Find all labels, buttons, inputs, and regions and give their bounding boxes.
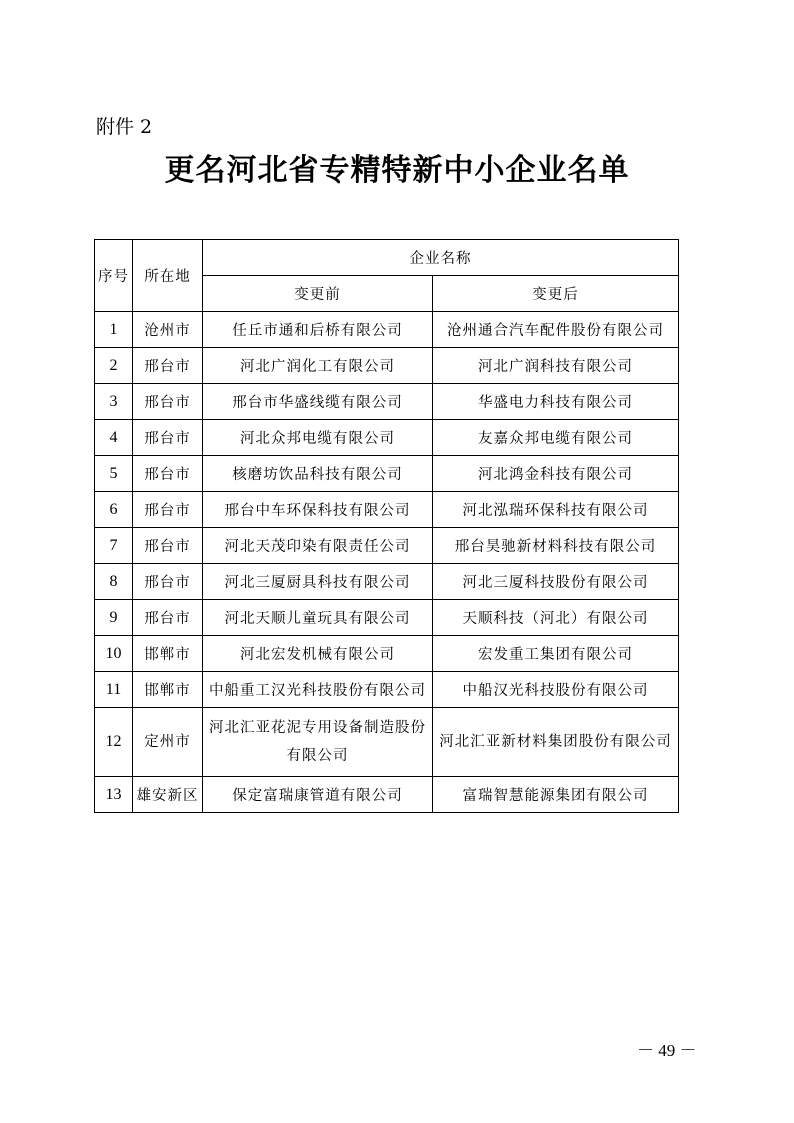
cell-before: 保定富瑞康管道有限公司	[203, 777, 433, 813]
table-row	[95, 528, 679, 564]
cell-location: 邢台市	[133, 600, 203, 636]
table-row	[95, 564, 679, 600]
cell-after: 友嘉众邦电缆有限公司	[433, 420, 679, 456]
cell-no: 11	[95, 672, 133, 708]
cell-location: 定州市	[133, 708, 203, 777]
cell-location: 邢台市	[133, 564, 203, 600]
cell-after: 宏发重工集团有限公司	[433, 636, 679, 672]
cell-no: 5	[95, 456, 133, 492]
page-title: 更名河北省专精特新中小企业名单	[164, 153, 630, 188]
cell-no: 9	[95, 600, 133, 636]
cell-before: 河北众邦电缆有限公司	[203, 420, 433, 456]
cell-before: 河北宏发机械有限公司	[203, 636, 433, 672]
table-row	[95, 420, 679, 456]
cell-no: 3	[95, 384, 133, 420]
cell-before: 任丘市通和后桥有限公司	[203, 312, 433, 348]
cell-no: 7	[95, 528, 133, 564]
table-row	[95, 636, 679, 672]
cell-before: 中船重工汉光科技股份有限公司	[203, 672, 433, 708]
header-before: 变更前	[203, 276, 433, 312]
cell-location: 邯郸市	[133, 672, 203, 708]
cell-before: 核磨坊饮品科技有限公司	[203, 456, 433, 492]
cell-before: 河北广润化工有限公司	[203, 348, 433, 384]
cell-no: 1	[95, 312, 133, 348]
cell-no: 8	[95, 564, 133, 600]
cell-before: 河北汇亚花泥专用设备制造股份有限公司	[203, 708, 433, 777]
cell-no: 12	[95, 708, 133, 777]
table-row	[95, 312, 679, 348]
cell-after: 华盛电力科技有限公司	[433, 384, 679, 420]
cell-no: 10	[95, 636, 133, 672]
cell-after: 沧州通合汽车配件股份有限公司	[433, 312, 679, 348]
header-no: 序号	[95, 240, 133, 312]
table-row	[95, 384, 679, 420]
cell-location: 邢台市	[133, 348, 203, 384]
cell-after: 河北鸿金科技有限公司	[433, 456, 679, 492]
cell-location: 邢台市	[133, 384, 203, 420]
table-row	[95, 708, 679, 777]
cell-location: 沧州市	[133, 312, 203, 348]
table-row	[95, 348, 679, 384]
cell-after: 河北汇亚新材料集团股份有限公司	[433, 708, 679, 777]
cell-after: 河北三厦科技股份有限公司	[433, 564, 679, 600]
cell-before: 邢台中车环保科技有限公司	[203, 492, 433, 528]
cell-before: 河北天茂印染有限责任公司	[203, 528, 433, 564]
cell-before: 邢台市华盛线缆有限公司	[203, 384, 433, 420]
cell-location: 邢台市	[133, 492, 203, 528]
cell-no: 6	[95, 492, 133, 528]
cell-location: 邯郸市	[133, 636, 203, 672]
attachment-label: 附件 2	[96, 116, 153, 138]
header-after: 变更后	[433, 276, 679, 312]
cell-location: 雄安新区	[133, 777, 203, 813]
cell-location: 邢台市	[133, 456, 203, 492]
header-location: 所在地	[133, 240, 203, 312]
cell-location: 邢台市	[133, 528, 203, 564]
cell-no: 13	[95, 777, 133, 813]
cell-location: 邢台市	[133, 420, 203, 456]
cell-after: 天顺科技（河北）有限公司	[433, 600, 679, 636]
table-row	[95, 672, 679, 708]
cell-after: 河北广润科技有限公司	[433, 348, 679, 384]
cell-after: 中船汉光科技股份有限公司	[433, 672, 679, 708]
header-company-name: 企业名称	[203, 240, 679, 276]
cell-before: 河北三厦厨具科技有限公司	[203, 564, 433, 600]
table-row	[95, 456, 679, 492]
cell-after: 河北泓瑞环保科技有限公司	[433, 492, 679, 528]
table-row	[95, 777, 679, 813]
cell-no: 2	[95, 348, 133, 384]
table-row	[95, 600, 679, 636]
page-number: － 49 －	[637, 1041, 697, 1060]
company-rename-table	[94, 239, 679, 813]
cell-no: 4	[95, 420, 133, 456]
cell-after: 富瑞智慧能源集团有限公司	[433, 777, 679, 813]
table-row	[95, 492, 679, 528]
cell-before: 河北天顺儿童玩具有限公司	[203, 600, 433, 636]
cell-after: 邢台昊驰新材料科技有限公司	[433, 528, 679, 564]
